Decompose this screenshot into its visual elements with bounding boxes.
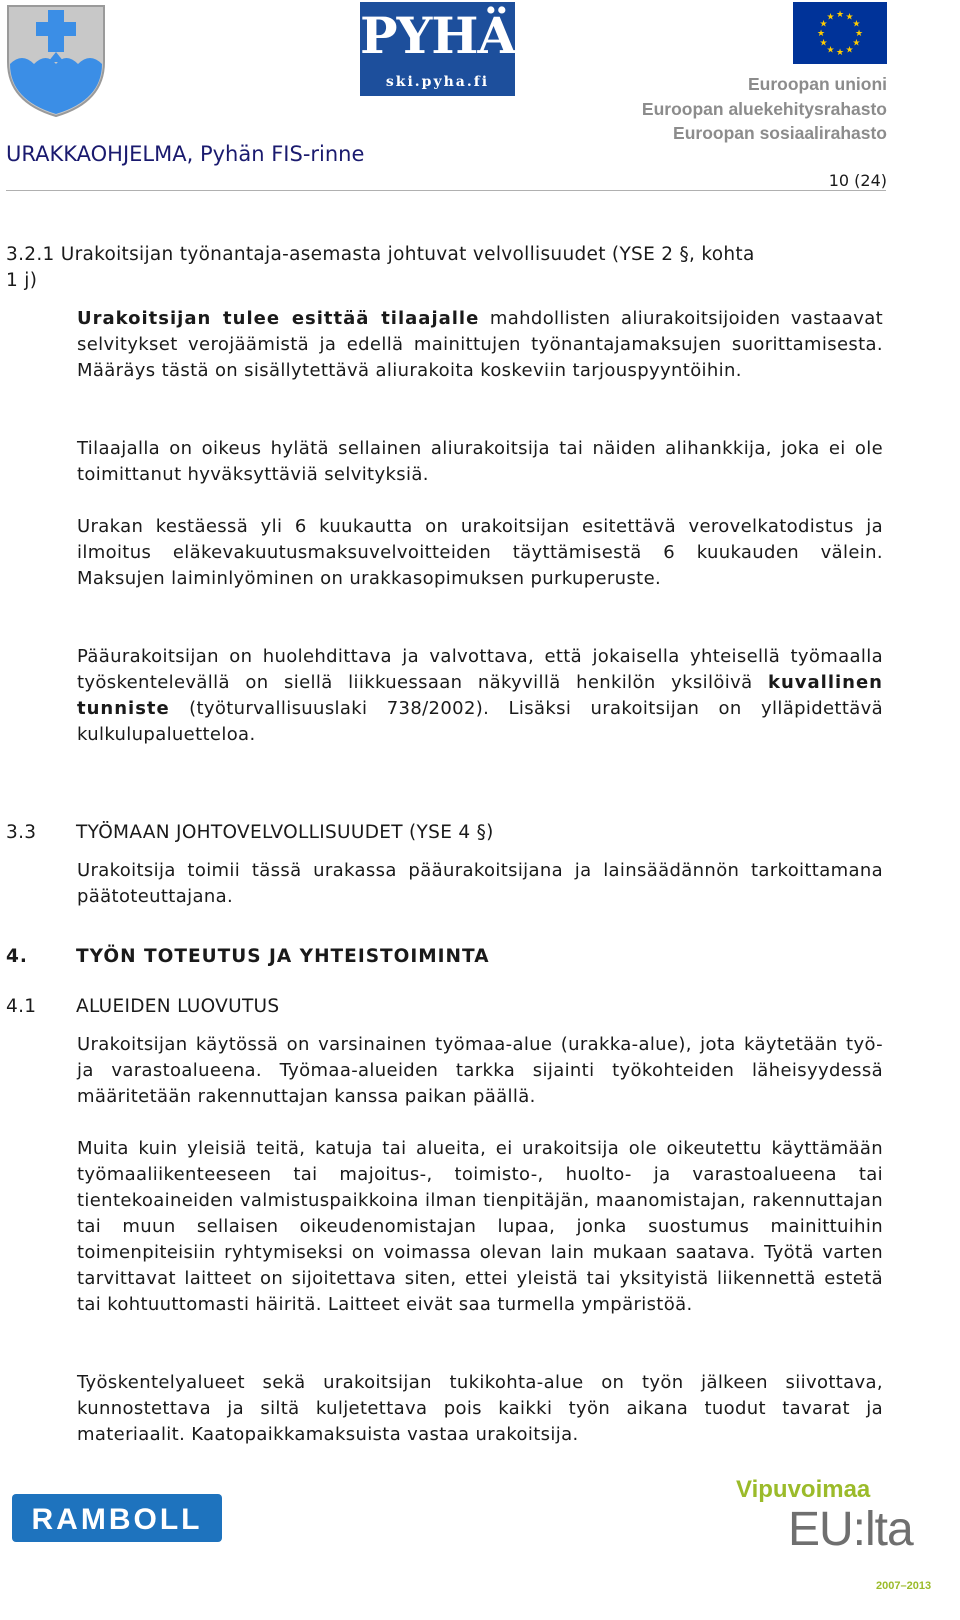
eu-line-2: Euroopan aluekehitysrahasto bbox=[641, 98, 887, 119]
section-number: 3.3 bbox=[6, 822, 37, 843]
section-title: ALUEIDEN LUOVUTUS bbox=[76, 996, 280, 1017]
eu-flag-icon bbox=[793, 2, 887, 64]
document-title: URAKKAOHJELMA, Pyhän FIS-rinne bbox=[6, 142, 365, 166]
eu-star-icon: ★ bbox=[816, 29, 826, 39]
section-3-2-1-heading bbox=[6, 242, 886, 294]
ramboll-logo bbox=[12, 1490, 222, 1546]
crest-icon bbox=[4, 2, 108, 118]
paragraph-text: Pääurakoitsijan on huolehdittava ja valvottava, että jokaisella yhteisellä työmaalla työskentelevällä on siellä liikkuessaan näkyvillä henkilön yksilöivä bbox=[77, 646, 883, 693]
ramboll-logo-text: RAMBOLL bbox=[31, 1503, 203, 1536]
eu-star-icon: ★ bbox=[826, 45, 835, 56]
eu-funding-text bbox=[642, 72, 887, 146]
vipuvoimaa-line-2: EU:lta bbox=[788, 1503, 913, 1556]
vipuvoimaa-years: 2007–2013 bbox=[876, 1580, 932, 1592]
section-number: 4. bbox=[6, 946, 28, 967]
vipuvoimaa-logo bbox=[736, 1476, 936, 1616]
section-3-3-heading bbox=[6, 820, 886, 846]
ramboll-logo-mark bbox=[12, 1490, 222, 1546]
eu-star-icon: ★ bbox=[835, 48, 845, 58]
paragraph-text: (työturvallisuuslaki 738/2002). Lisäksi urakoitsijan on ylläpidettävä kulkulupaluetteloa. bbox=[77, 698, 883, 745]
eu-line-1: Euroopan unioni bbox=[747, 74, 887, 94]
eu-flag-logo bbox=[793, 2, 887, 64]
paragraph bbox=[77, 306, 883, 384]
pyha-logo bbox=[360, 2, 515, 96]
coat-of-arms-logo bbox=[4, 2, 108, 118]
paragraph: Urakoitsija toimii tässä urakassa pääurakoitsijana ja lainsäädännön tarkoittamana päätoteuttajana. bbox=[77, 860, 883, 907]
section-title: TYÖN TOTEUTUS JA YHTEISTOIMINTA bbox=[76, 946, 490, 967]
header-divider bbox=[6, 190, 886, 191]
eu-star-icon: ★ bbox=[845, 12, 854, 23]
section-number: 4.1 bbox=[6, 996, 37, 1017]
eu-star-icon: ★ bbox=[835, 10, 845, 20]
eu-star-icon: ★ bbox=[852, 19, 861, 30]
pyha-logo-url: ski.pyha.fi bbox=[385, 74, 490, 90]
eu-star-icon: ★ bbox=[852, 38, 861, 49]
vipuvoimaa-line-1: Vipuvoimaa bbox=[736, 1476, 871, 1503]
paragraph: Muita kuin yleisiä teitä, katuja tai alueita, ei urakoitsija ole oikeutettu käyttämään työmaaliikenteeseen tai majoitus-, toimisto-, huolto- ja varastoalueena tai tientekoaineiden valmistuspaikkoina ilman tienpitäjän, maanomistajan, rakennuttajan tai muun sellaisen oikeudenomistajan lupaa, jonka suostumus mainittuihin toimenpiteisiin ryhtymiseksi on voimassa olevan lain mukaan saatava. Työtä varten tarvittavat laitteet on sijoitettava siten, ettei yleistä tai yksityistä liikennettä estetä tai kohtuuttomasti häiritä. Laitteet eivät saa turmella ympäristöä. bbox=[77, 1138, 883, 1315]
bold-phrase: kuvallinen tunniste bbox=[77, 672, 883, 719]
eu-line-3: Euroopan sosiaalirahasto bbox=[673, 123, 887, 143]
eu-star-icon: ★ bbox=[854, 29, 864, 39]
section-heading-line: 1 j) bbox=[6, 270, 38, 291]
eu-star-icon: ★ bbox=[819, 19, 828, 30]
paragraph: Työskentelyalueet sekä urakoitsijan tukikohta-alue on työn jälkeen siivottava, kunnostettava ja siltä kuljetettava pois kaikki työn aikana tuodut tavarat ja materiaalit. Kaatopaikkamaksuista vastaa urakoitsija. bbox=[77, 1372, 883, 1445]
section-title: TYÖMAAN JOHTOVELVOLLISUUDET (YSE 4 §) bbox=[76, 822, 494, 843]
bold-phrase: Urakoitsijan tulee esittää tilaajalle bbox=[77, 308, 480, 329]
section-heading-line: 3.2.1 Urakoitsijan työnantaja-asemasta johtuvat velvollisuudet (YSE 2 §, kohta bbox=[6, 244, 755, 265]
eu-star-icon: ★ bbox=[845, 45, 854, 56]
paragraph bbox=[77, 644, 883, 748]
section-4-heading bbox=[6, 944, 886, 970]
pyha-logo-word: PYHÄ bbox=[360, 6, 516, 65]
eu-star-icon: ★ bbox=[826, 12, 835, 23]
paragraph: Urakan kestäessä yli 6 kuukautta on urakoitsijan esitettävä verovelkatodistus ja ilmoitus eläkevakuutusmaksuvelvoitteiden täyttämisestä 6 kuukauden välein. Maksujen laiminlyöminen on urakkasopimuksen purkuperuste. bbox=[77, 516, 883, 589]
paragraph-text: mahdollisten aliurakoitsijoiden vastaavat selvitykset verojäämistä ja edellä mainittujen työnantajamaksujen suorittamisesta. Määräys tästä on sisällytettävä aliurakoita koskeviin tarjouspyyntöihin. bbox=[77, 308, 883, 381]
paragraph: Urakoitsijan käytössä on varsinainen työmaa-alue (urakka-alue), jota käytetään työ- ja varastoalueena. Työmaa-alueiden tarkka sijainti työkohteiden läheisyydessä määritetään rakennuttajan kanssa paikan päällä. bbox=[77, 1034, 883, 1107]
paragraph: Tilaajalla on oikeus hylätä sellainen aliurakoitsija tai näiden alihankkija, joka ei ole toimittanut hyväksyttäviä selvityksiä. bbox=[77, 438, 883, 485]
eu-star-icon: ★ bbox=[819, 38, 828, 49]
page-number: 10 (24) bbox=[828, 171, 887, 190]
section-4-1-heading bbox=[6, 994, 886, 1020]
